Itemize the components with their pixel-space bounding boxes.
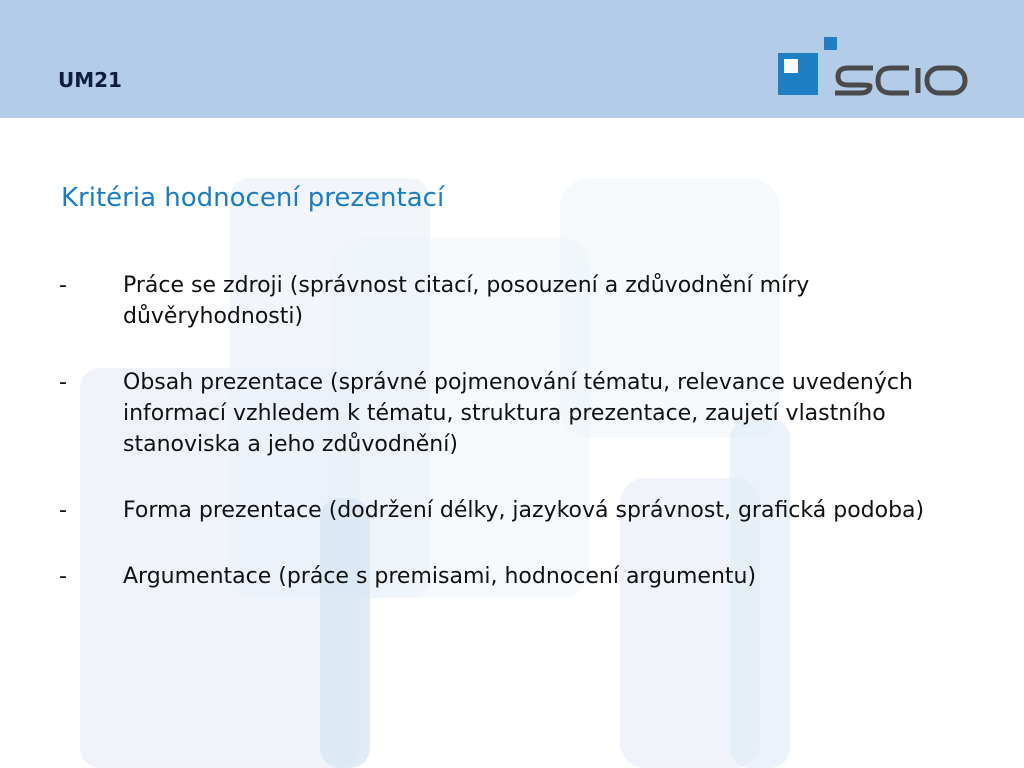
slide-header <box>0 0 1024 118</box>
header-title: UM21 <box>58 68 122 92</box>
bullet-dash: - <box>59 273 67 298</box>
bullet-dash: - <box>59 370 67 395</box>
criteria-item <box>59 495 959 526</box>
criteria-list <box>59 270 959 627</box>
bullet-dash: - <box>59 564 67 589</box>
criteria-text: Obsah prezentace (správné pojmenování tématu, relevance uvedených informací vzhledem k tématu, struktura prezentace, zaujetí vlastního stanoviska a jeho zdůvodnění) <box>123 370 913 457</box>
criteria-text: Argumentace (práce s premisami, hodnocení argumentu) <box>123 564 757 589</box>
bullet-dash: - <box>59 498 67 523</box>
criteria-item <box>59 270 959 332</box>
scio-logo <box>776 36 972 100</box>
slide-title: Kritéria hodnocení prezentací <box>61 183 445 213</box>
criteria-text: Forma prezentace (dodržení délky, jazyková správnost, grafická podoba) <box>123 498 925 523</box>
criteria-text: Práce se zdroji (správnost citací, posouzení a zdůvodnění míry důvěryhodnosti) <box>123 273 810 329</box>
criteria-item <box>59 561 959 592</box>
criteria-item <box>59 367 959 460</box>
